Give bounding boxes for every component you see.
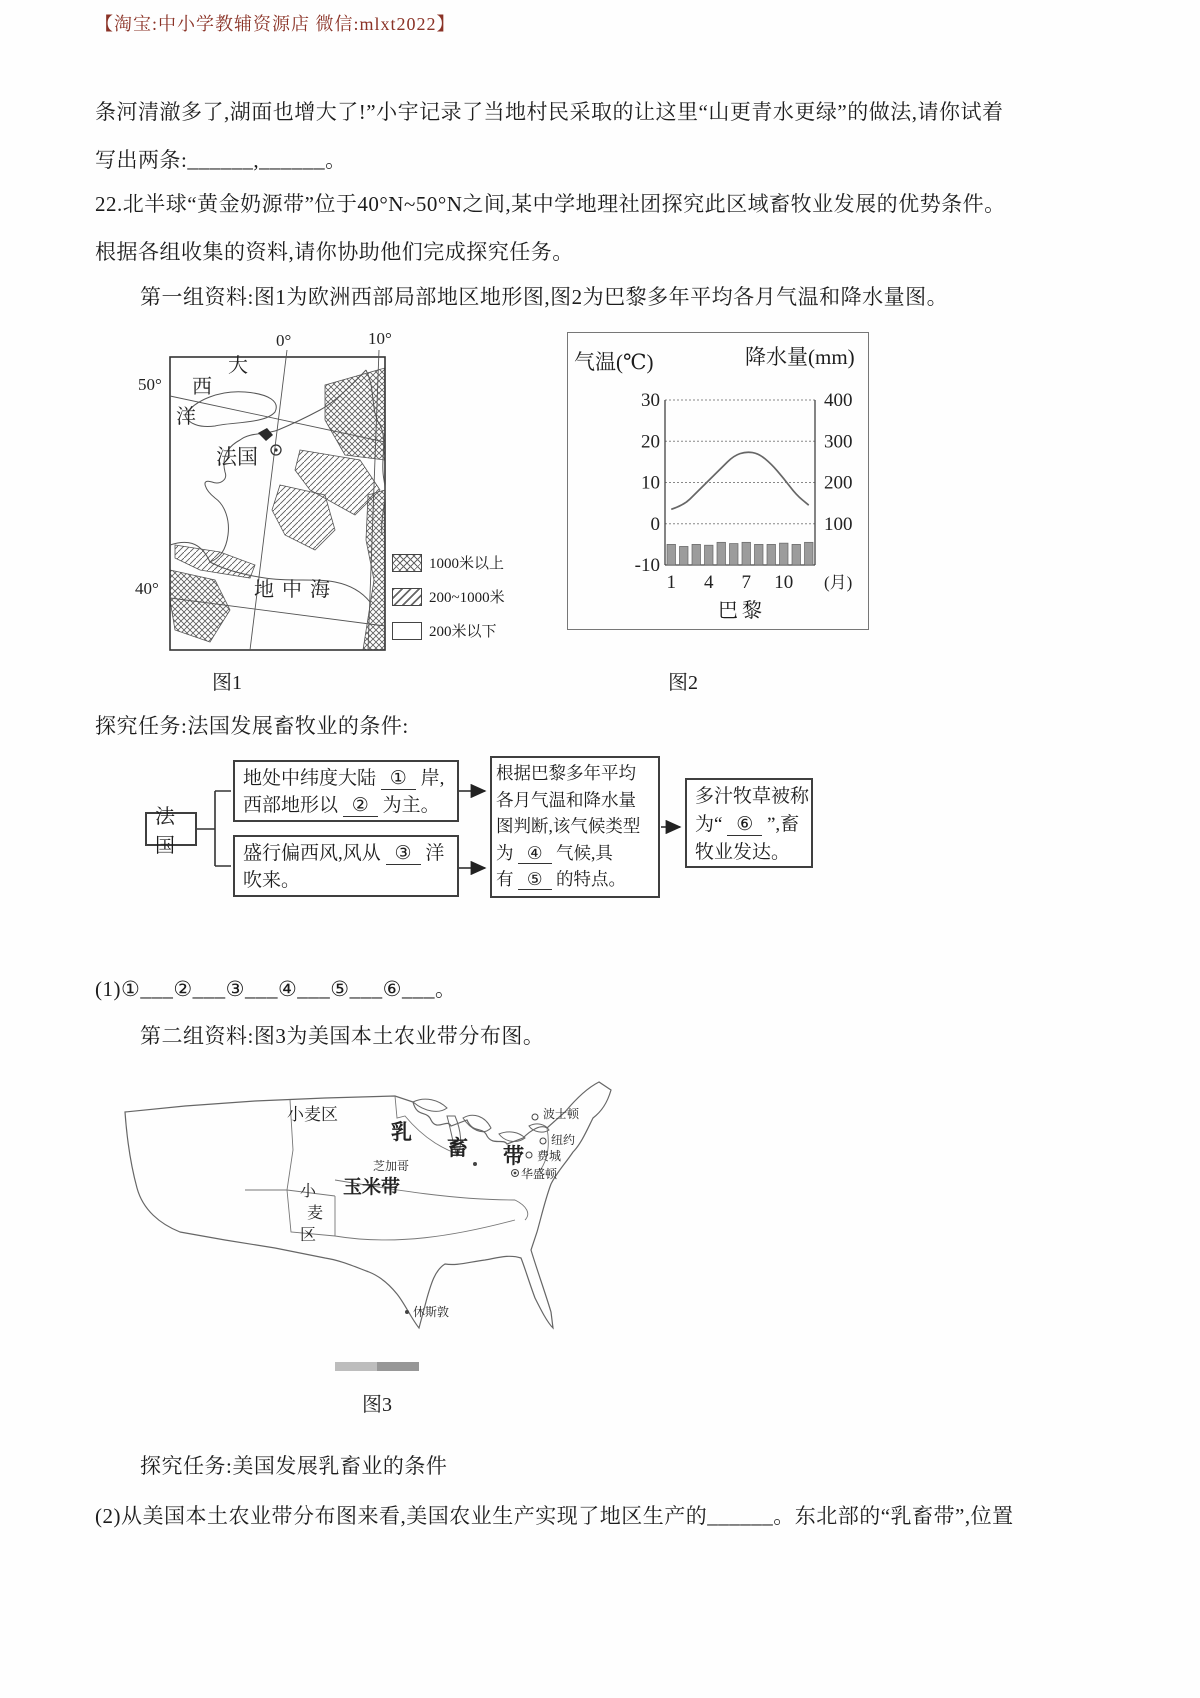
- svg-text:100: 100: [824, 513, 853, 535]
- map-label: 50°: [138, 375, 162, 394]
- legend-item: [392, 586, 505, 607]
- svg-text:0: 0: [650, 513, 660, 535]
- right-axis-title: 降水量(mm): [745, 345, 855, 369]
- map-label: 玉米带: [343, 1177, 401, 1198]
- q2-text-line: (2)从美国本土农业带分布图来看,美国农业生产实现了地区生产的______。东北部的“乳畜带”,位置: [95, 1504, 1014, 1528]
- map-shaded-patch: [258, 428, 273, 441]
- map-label: 法国: [216, 445, 258, 469]
- svg-text:1: 1: [666, 572, 676, 593]
- map-label: 40°: [135, 579, 159, 598]
- map-label: 小: [300, 1183, 317, 1200]
- paris-climograph: [560, 330, 880, 635]
- svg-text:10: 10: [641, 472, 660, 494]
- task1-heading: 探究任务:法国发展畜牧业的条件:: [95, 714, 409, 738]
- q22-text-line1: 22.北半球“黄金奶源带”位于40°N~50°N之间,某中学地理社团探究此区域畜牧业发展的优势条件。: [95, 192, 1006, 216]
- figure1-caption: 图1: [212, 672, 242, 694]
- france-livestock-flowchart: [95, 750, 845, 915]
- flow-box-climate: [490, 756, 660, 898]
- legend-swatch-cross: [392, 554, 422, 572]
- store-watermark: 【淘宝:中小学教辅资源店 微信:mlxt2022】: [95, 14, 456, 34]
- map-label: 芝加哥: [373, 1159, 410, 1173]
- europe-terrain-map: [130, 330, 550, 660]
- svg-text:-10: -10: [634, 555, 660, 576]
- map-label: 乳: [391, 1120, 412, 1144]
- svg-text:200: 200: [824, 472, 853, 494]
- legend-item: [392, 620, 505, 641]
- map-label: 休斯敦: [413, 1305, 450, 1319]
- flow-text-line: 西部地形以 ② 为主。: [243, 795, 440, 816]
- flow-text-line: 为 ④ 气候,具: [496, 842, 613, 863]
- map-label: 华盛顿: [521, 1167, 558, 1181]
- flow-root-box: 法国: [145, 812, 197, 846]
- chart-title: 巴黎: [718, 600, 766, 622]
- flow-text-line: 根据巴黎多年平均: [496, 763, 636, 783]
- group2-intro: 第二组资料:图3为美国本土农业带分布图。: [140, 1024, 545, 1048]
- legend-label: 200~1000米: [429, 590, 505, 606]
- legend-label: 200米以下: [429, 624, 497, 640]
- svg-text:300: 300: [824, 431, 853, 453]
- flow-text-line: 各月气温和降水量: [496, 789, 636, 810]
- svg-text:20: 20: [641, 431, 660, 453]
- map-label: 费城: [537, 1149, 562, 1163]
- map-label: 小麦区: [287, 1105, 338, 1124]
- legend-item: [392, 552, 505, 573]
- svg-text:30: 30: [641, 390, 660, 411]
- map-label: 区: [300, 1227, 317, 1244]
- flow-text-line: 图判断,该气候类型: [496, 816, 641, 836]
- flow-text-line: 地处中纬度大陆 ① 岸,: [243, 768, 445, 789]
- flow-box-wind: [233, 835, 459, 897]
- map-label: 麦: [307, 1205, 324, 1222]
- elevation-legend: [392, 552, 505, 641]
- q21-text-line2: 写出两条:______,______。: [95, 148, 347, 172]
- flow-box-pasture: [685, 778, 813, 868]
- svg-text:400: 400: [824, 390, 853, 411]
- flow-text-line: 盛行偏西风,风从 ③ 洋: [243, 843, 445, 864]
- q1-blanks-line: (1)①___②___③___④___⑤___⑥___。: [95, 977, 457, 1001]
- q22-text-line2: 根据各组收集的资料,请你协助他们完成探究任务。: [95, 240, 574, 264]
- svg-text:(月): (月): [824, 573, 853, 592]
- map-label: 地中海: [254, 579, 338, 601]
- map-label: 西: [192, 376, 212, 398]
- map-label: 带: [503, 1144, 524, 1168]
- map-label: 波士顿: [543, 1107, 580, 1121]
- task2-heading: 探究任务:美国发展乳畜业的条件: [140, 1454, 448, 1478]
- svg-text:4: 4: [704, 572, 714, 593]
- map-label: 纽约: [551, 1133, 576, 1147]
- flow-text-line: 有 ⑤ 的特点。: [496, 869, 626, 889]
- svg-text:10: 10: [774, 572, 794, 593]
- us-agriculture-map: [95, 1060, 650, 1395]
- flow-text-line: 吹来。: [243, 870, 301, 891]
- svg-text:7: 7: [741, 572, 751, 593]
- legend-label: 1000米以上: [429, 556, 505, 572]
- figure2-caption: 图2: [668, 672, 698, 694]
- flow-text-line: 牧业发达。: [695, 842, 791, 863]
- map-label: 10°: [368, 329, 392, 348]
- map-label: 畜: [447, 1136, 468, 1160]
- flow-text-line: 为“ ⑥ ”,畜: [695, 814, 800, 835]
- flow-text-line: 多汁牧草被称: [695, 786, 810, 807]
- map-label: 0°: [276, 331, 292, 350]
- figure3-caption: 图3: [362, 1394, 392, 1416]
- q21-text-line1: 条河清澈多了,湖面也增大了!”小宇记录了当地村民采取的让这里“山更青水更绿”的做法,请你试着: [95, 100, 1004, 124]
- flow-box-location: [233, 760, 459, 822]
- legend-swatch-diag: [392, 588, 422, 606]
- legend-swatch-plain: [392, 622, 422, 640]
- map-label: 洋: [176, 406, 196, 428]
- map-label: 大: [228, 355, 248, 377]
- left-axis-title: 气温(℃): [574, 350, 654, 374]
- climograph-plot: [560, 330, 880, 635]
- group1-intro: 第一组资料:图1为欧洲西部局部地区地形图,图2为巴黎多年平均各月气温和降水量图。: [140, 285, 949, 309]
- scale-bar: [335, 1362, 377, 1371]
